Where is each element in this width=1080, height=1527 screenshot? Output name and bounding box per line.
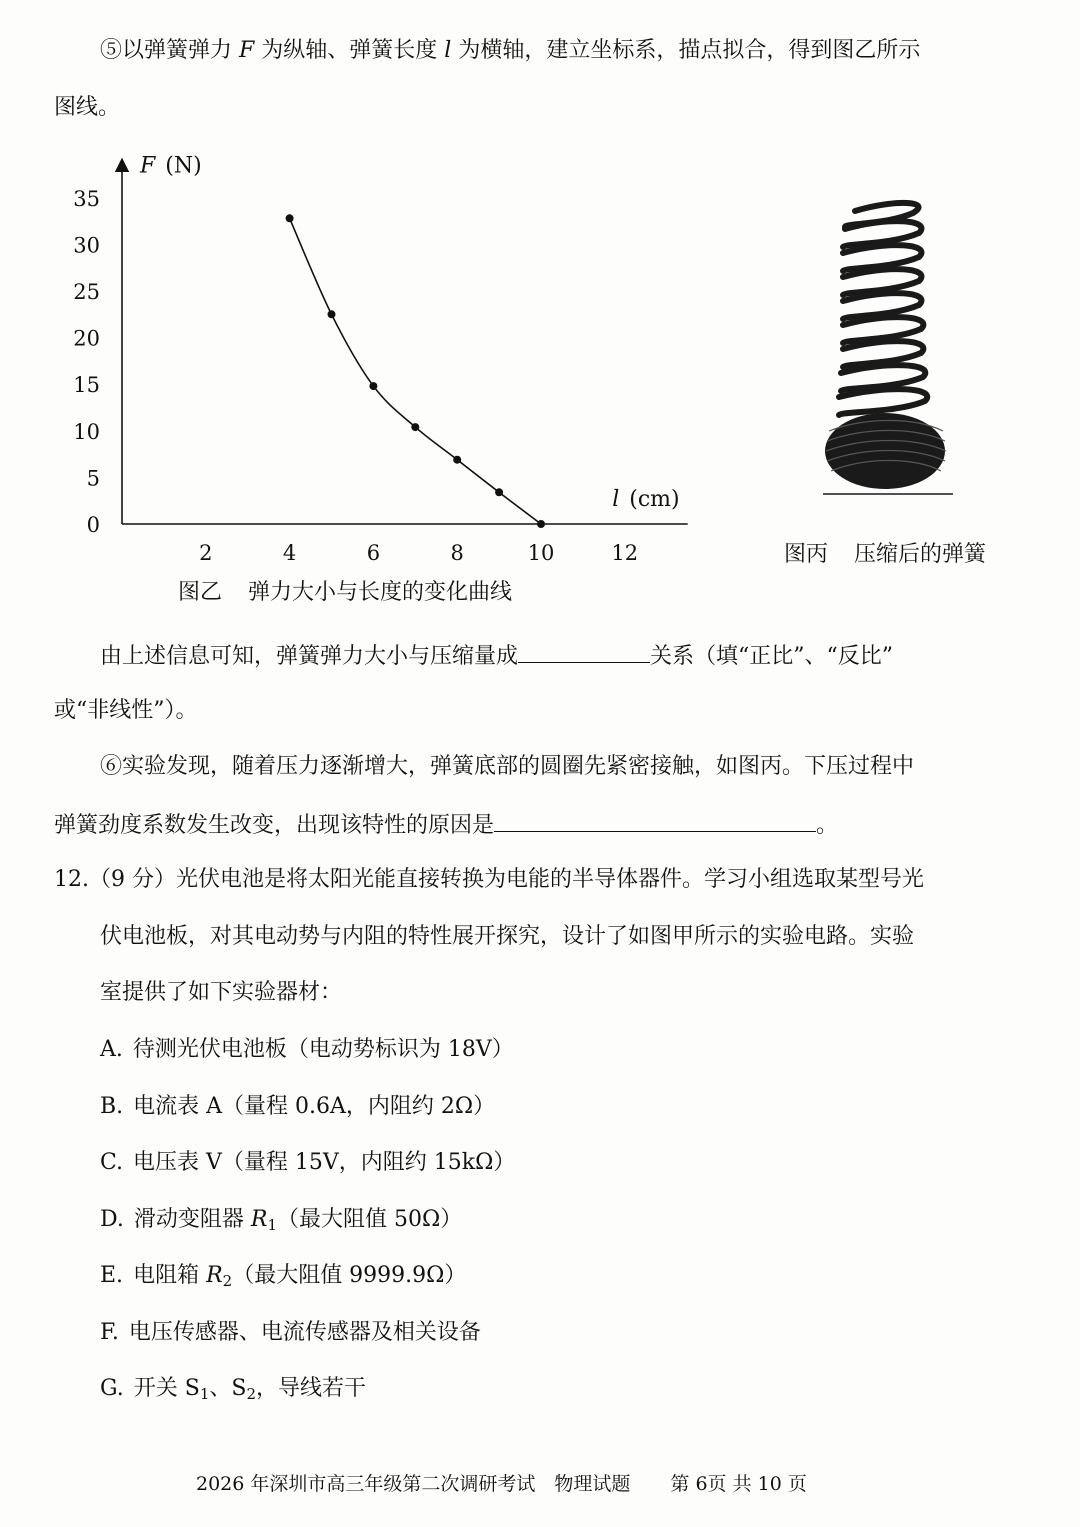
equipment-item-c: C. 电压表 V（量程 15V，内阻约 15kΩ）: [100, 1150, 516, 1175]
x-tick-label-6: 6: [366, 541, 381, 565]
y-tick-label-20: 20: [73, 326, 100, 351]
step6-number: ⑥: [100, 754, 123, 779]
x-axis-label: l (cm): [612, 487, 680, 512]
data-point-0: [286, 214, 294, 222]
question-12-line-2: 伏电池板，对其电动势与内阻的特性展开探究，设计了如图甲所示的实验电路。实验: [100, 924, 915, 949]
y-tick-label-10: 10: [73, 419, 100, 444]
equipment-item-b: B. 电流表 A（量程 0.6A，内阻约 2Ω）: [100, 1094, 496, 1119]
x-tick-label-8: 8: [450, 541, 464, 565]
equipment-item-e: E. 电阻箱 $R_2$（最大阻值 9999.9Ω）: [100, 1263, 467, 1290]
data-point-3: [411, 423, 419, 431]
data-point-5: [495, 488, 503, 496]
data-point-4: [453, 456, 461, 464]
equipment-item-a: A. 待测光伏电池板（电动势标识为 18V）: [100, 1037, 514, 1062]
question-12-line-3: 室提供了如下实验器材：: [100, 980, 343, 1005]
y-tick-label-0: 0: [86, 513, 100, 537]
step6-line-1: ⑥实验发现，随着压力逐渐增大，弹簧底部的圆圈先紧密接触，如图丙。下压过程中: [100, 754, 915, 779]
answer-blank-reason[interactable]: [494, 809, 816, 832]
y-tick-label-25: 25: [73, 280, 100, 304]
data-point-6: [537, 520, 545, 528]
question-score: （9 分）: [89, 867, 176, 892]
compressed-spring-image: [815, 195, 965, 505]
equipment-item-f: F. 电压传感器、电流传感器及相关设备: [100, 1320, 481, 1345]
step5-line-2: 图线。: [54, 95, 121, 120]
step5-line-1: ⑤以弹簧弹力 F 为纵轴、弹簧长度 l 为横轴，建立坐标系，描点拟合，得到图乙所示: [100, 38, 921, 63]
force-curve: [290, 218, 541, 524]
question-12-line-1: 12.（9 分）光伏电池是将太阳光能直接转换为电能的半导体器件。学习小组选取某型号光: [54, 867, 925, 892]
x-tick-label-2: 2: [199, 541, 213, 565]
data-point-2: [369, 382, 377, 390]
page-footer: [196, 1471, 807, 1497]
equipment-item-g: G. 开关 $S_1$、$S_2$，导线若干: [100, 1376, 367, 1403]
force-length-chart: [60, 150, 700, 570]
figure-b-caption: 图乙 弹力大小与长度的变化曲线: [178, 580, 513, 605]
step6-line-2: 弹簧劲度系数发生改变，出现该特性的原因是 。: [54, 809, 838, 841]
y-tick-label-5: 5: [86, 466, 100, 491]
y-axis-label: F (N): [140, 153, 202, 179]
y-tick-label-30: 30: [73, 233, 100, 258]
answer-blank-relation[interactable]: [518, 640, 650, 663]
question-number: 12.: [54, 867, 89, 892]
data-point-1: [328, 310, 336, 318]
conclusion-line-2: 或“非线性”）。: [54, 698, 198, 723]
x-tick-label-12: 12: [611, 541, 639, 565]
figure-c-caption: 图丙 压缩后的弹簧: [784, 542, 987, 567]
step5-number: ⑤: [100, 38, 123, 63]
y-tick-label-15: 15: [73, 373, 100, 398]
conclusion-line-1: 由上述信息可知，弹簧弹力大小与压缩量成 关系（填“正比”、“反比”: [100, 640, 893, 672]
x-tick-label-4: 4: [282, 541, 297, 565]
page-number: 第 6页 共 10 页: [670, 1473, 807, 1495]
y-tick-label-35: 35: [73, 186, 100, 211]
x-tick-label-10: 10: [527, 541, 555, 565]
equipment-item-d: D. 滑动变阻器 $R_1$（最大阻值 50Ω）: [100, 1207, 463, 1234]
exam-title: 2026 年深圳市高三年级第二次调研考试 物理试题: [196, 1473, 631, 1495]
